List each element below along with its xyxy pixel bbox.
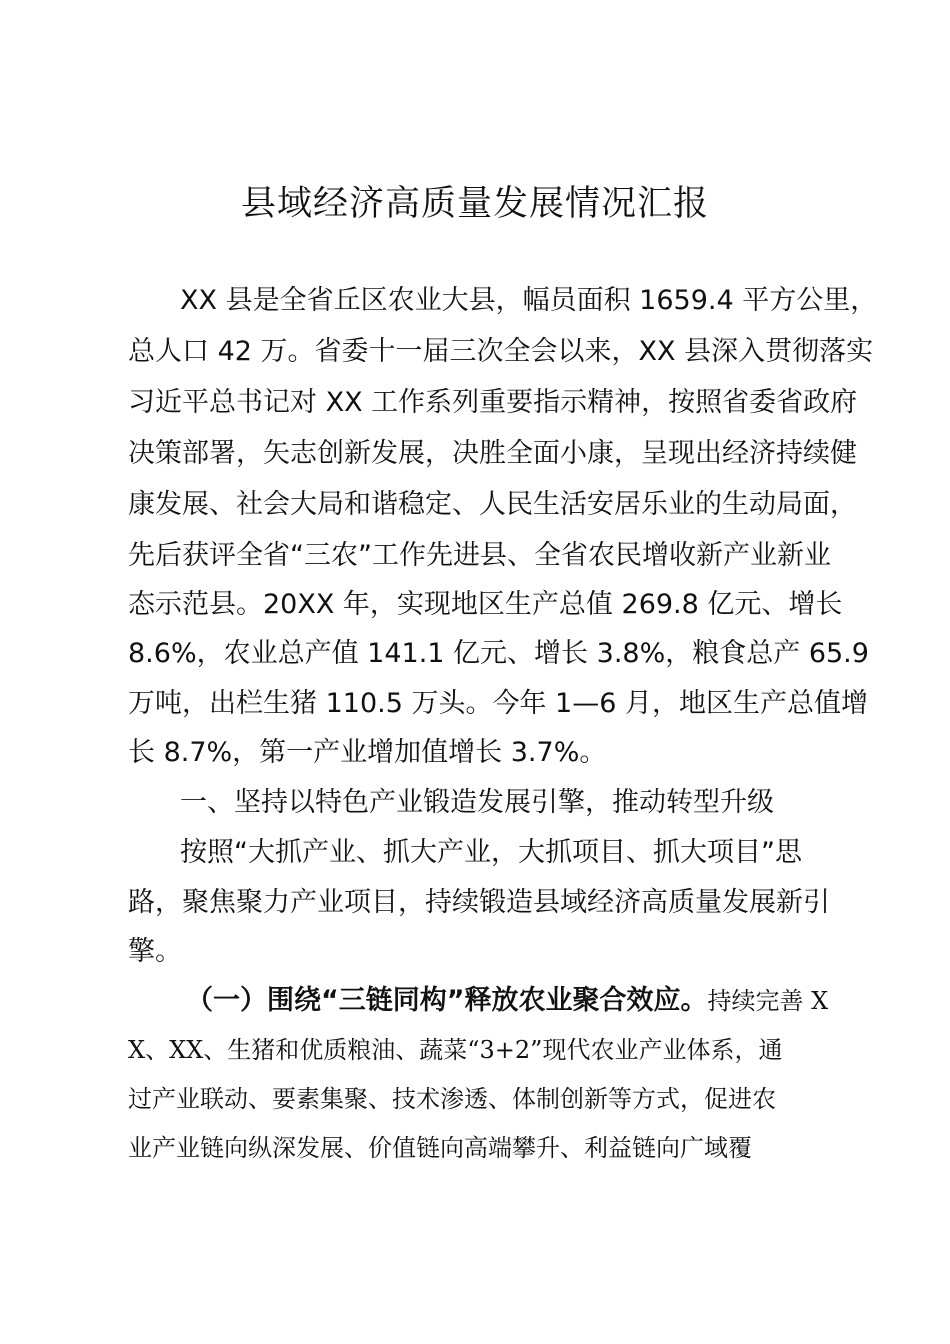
intro-line: 总人口 42 万。省委十一届三次全会以来，XX 县深入贯彻落实 [128,336,874,367]
intro-line: 万吨，出栏生猪 110.5 万头。今年 1—6 月，地区生产总值增 [128,688,868,719]
subsection-heading: （一）围绕“三链同构”释放农业聚合效应。 [186,985,708,1016]
section-heading: 一、坚持以特色产业锻造发展引擎，推动转型升级 [180,787,774,818]
intro-line: 习近平总书记对 XX 工作系列重要指示精神，按照省委省政府 [128,387,858,418]
subsection-line: 业产业链向纵深发展、价值链向高端攀升、利益链向广域覆 [128,1134,752,1162]
subsection-line: X、XX、生猪和优质粮油、蔬菜“3+2”现代农业产业体系，通 [128,1036,783,1064]
section-line: 路，聚焦聚力产业项目，持续锻造县域经济高质量发展新引 [128,887,830,918]
section-line: 擎。 [128,936,182,967]
intro-line: 8.6%，农业总产值 141.1 亿元、增长 3.8%，粮食总产 65.9 [128,638,869,669]
intro-line: 态示范县。20XX 年，实现地区生产总值 269.8 亿元、增长 [128,589,843,620]
intro-line: 康发展、社会大局和谐稳定、人民生活安居乐业的生动局面， [128,489,857,520]
page-title: 县域经济高质量发展情况汇报 [240,184,709,224]
intro-line: 先后获评全省“三农”工作先进县、全省农民增收新产业新业 [128,540,831,571]
section-line: 按照“大抓产业、抓大产业，大抓项目、抓大项目”思 [180,837,802,868]
intro-line: 决策部署，矢志创新发展，决胜全面小康，呈现出经济持续健 [128,438,857,469]
subsection-first-line [186,981,828,1021]
intro-line: XX 县是全省丘区农业大县，幅员面积 1659.4 平方公里， [180,285,878,316]
subsection-line-rest: 持续完善 X [707,987,829,1015]
subsection-line: 过产业联动、要素集聚、技术渗透、体制创新等方式，促进农 [128,1085,776,1113]
intro-line: 长 8.7%，第一产业增加值增长 3.7%。 [128,737,607,768]
